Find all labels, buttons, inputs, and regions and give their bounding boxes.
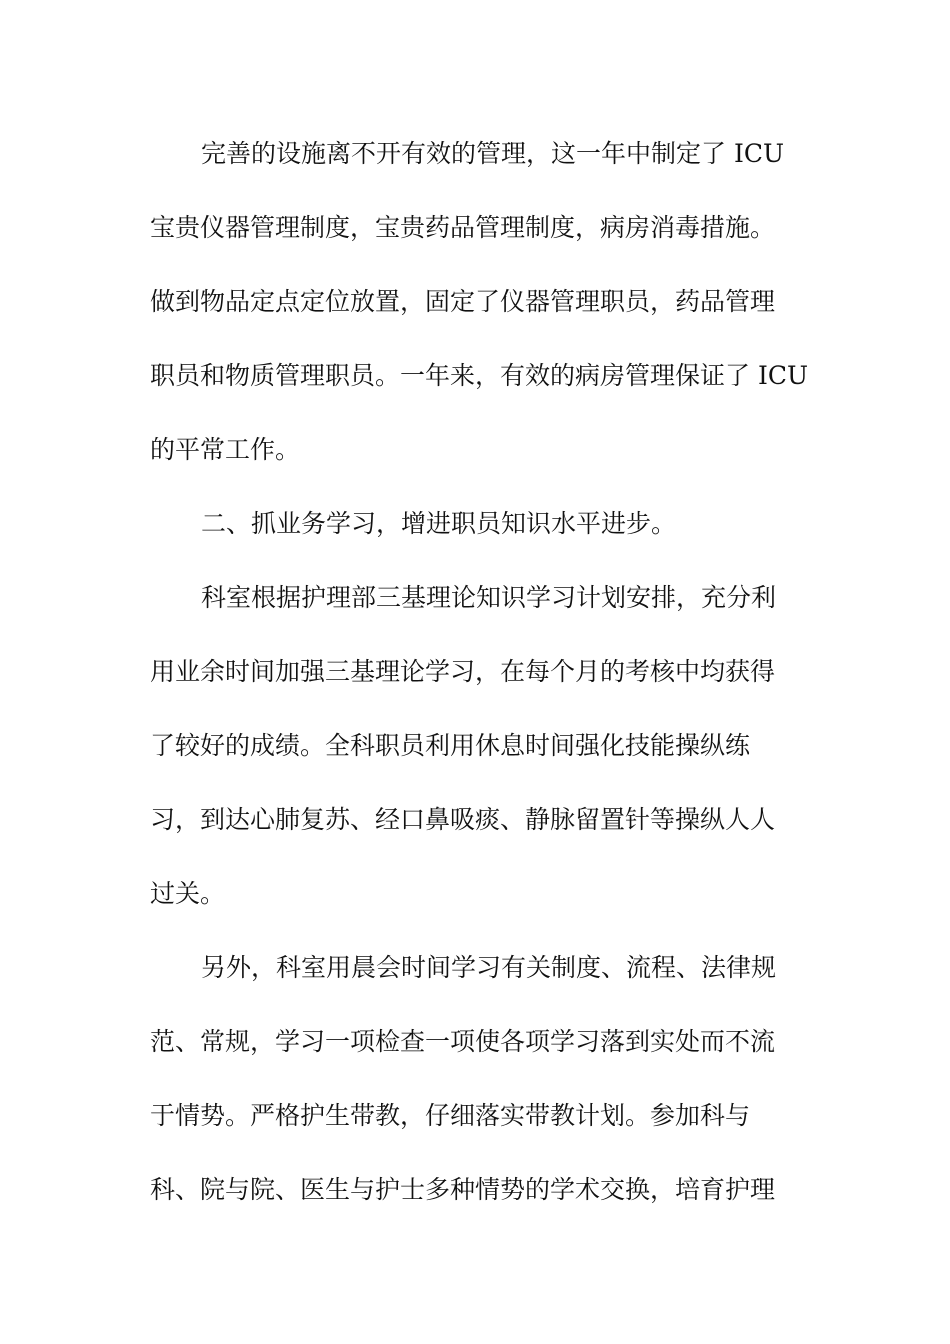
paragraph-2-line-3: 了较好的成绩。全科职员利用休息时间强化技能操纵练 bbox=[150, 731, 751, 760]
paragraph-2-line-5: 过关。 bbox=[150, 879, 226, 908]
paragraph-1-line-5: 的平常工作。 bbox=[150, 435, 301, 464]
paragraph-1-line-4: 职员和物质管理职员。一年来，有效的病房管理保证了 ICU bbox=[150, 361, 809, 390]
paragraph-3-line-3: 于情势。严格护生带教，仔细落实带教计划。参加科与 bbox=[150, 1101, 751, 1130]
paragraph-1-line-3: 做到物品定点定位放置，固定了仪器管理职员，药品管理 bbox=[150, 287, 776, 316]
paragraph-1-line-1: 完善的设施离不开有效的管理，这一年中制定了 ICU bbox=[201, 139, 785, 168]
paragraph-3-line-4: 科、院与院、医生与护士多种情势的学术交换，培育护理 bbox=[150, 1175, 776, 1204]
paragraph-2-line-4: 习，到达心肺复苏、经口鼻吸痰、静脉留置针等操纵人人 bbox=[150, 805, 776, 834]
paragraph-1-line-2: 宝贵仪器管理制度，宝贵药品管理制度，病房消毒措施。 bbox=[150, 213, 776, 242]
paragraph-2-line-1: 科室根据护理部三基理论知识学习计划安排，充分利 bbox=[201, 583, 777, 612]
paragraph-3-line-2: 范、常规，学习一项检查一项使各项学习落到实处而不流 bbox=[150, 1027, 776, 1056]
paragraph-2-line-2: 用业余时间加强三基理论学习，在每个月的考核中均获得 bbox=[150, 657, 776, 686]
paragraph-3-line-1: 另外，科室用晨会时间学习有关制度、流程、法律规 bbox=[201, 953, 777, 982]
section-heading: 二、抓业务学习，增进职员知识水平进步。 bbox=[201, 509, 677, 538]
